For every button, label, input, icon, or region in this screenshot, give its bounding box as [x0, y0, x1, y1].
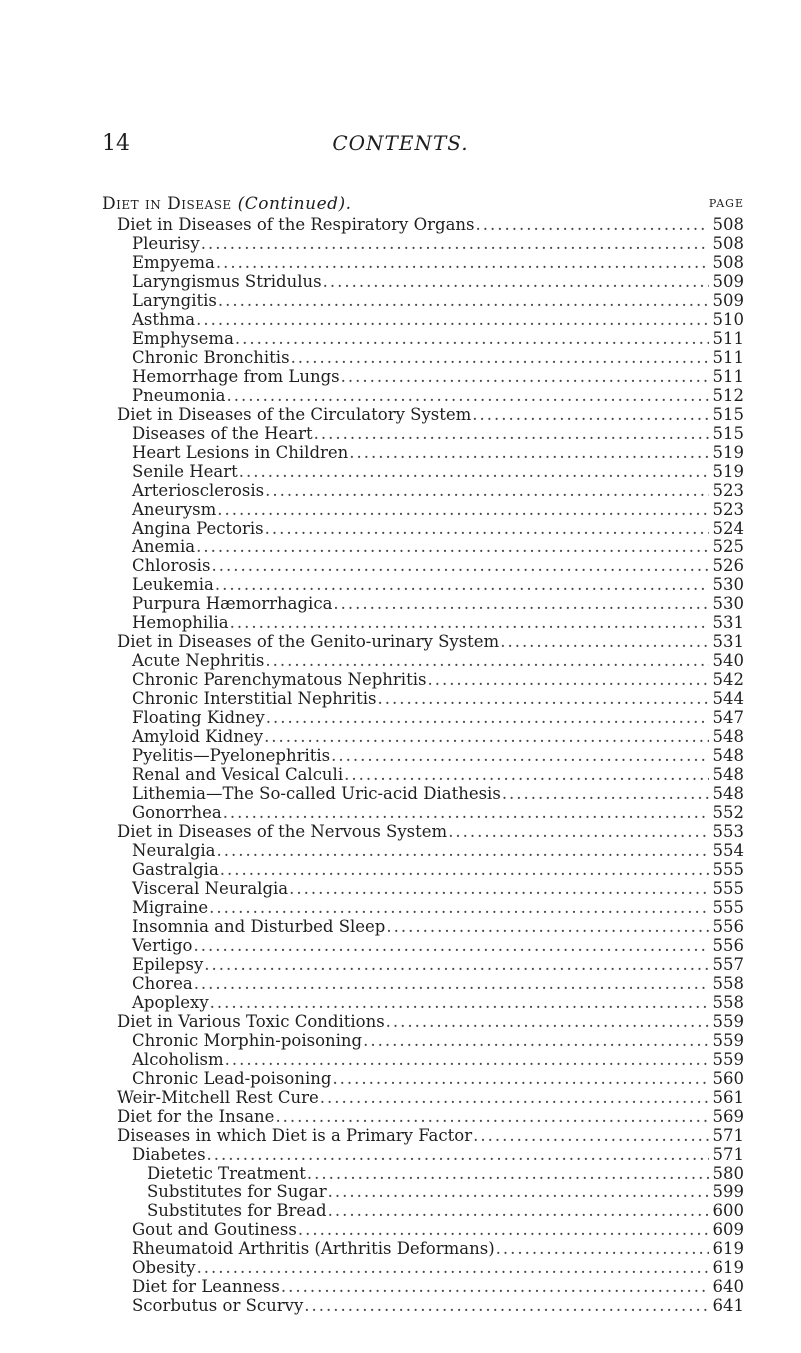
toc-entry-page: 530	[712, 575, 744, 595]
toc-entry	[132, 727, 744, 747]
toc-entry-page: 640	[712, 1277, 744, 1297]
leader-dots	[496, 1239, 709, 1259]
leader-dots	[265, 651, 708, 671]
toc-entry-label: Rheumatoid Arthritis (Arthritis Deformans)	[132, 1239, 495, 1259]
leader-dots	[307, 1164, 709, 1184]
toc-entry-label: Angina Pectoris	[132, 518, 264, 538]
toc-entry-label: Alcoholism	[132, 1049, 224, 1069]
toc-entry-page: 544	[712, 689, 744, 709]
toc-entry-page: 515	[712, 404, 744, 424]
leader-dots	[264, 727, 708, 747]
toc-entry	[132, 1277, 744, 1297]
toc-entry-label: Gout and Goutiness	[132, 1220, 297, 1240]
leader-dots	[281, 1277, 709, 1297]
toc-entry-page: 619	[712, 1239, 744, 1259]
toc-entry-page: 569	[712, 1106, 744, 1126]
leader-dots	[265, 519, 709, 539]
leader-dots	[217, 500, 708, 520]
leader-dots	[194, 974, 709, 994]
toc-entry	[132, 708, 744, 728]
toc-entry-label: Neuralgia	[132, 841, 216, 860]
toc-entry-page: 556	[712, 935, 744, 955]
toc-entry	[117, 1126, 744, 1146]
toc-entry-page: 552	[712, 803, 744, 823]
leader-dots	[212, 556, 709, 576]
leader-dots	[218, 291, 709, 311]
toc-entry	[117, 1012, 744, 1032]
toc-entry-label: Insomnia and Disturbed Sleep	[132, 916, 386, 936]
leader-dots	[216, 253, 709, 273]
toc-entry-label: Emphysema	[132, 328, 234, 348]
leader-dots	[196, 310, 708, 330]
toc-entry	[132, 955, 744, 975]
toc-entry-page: 600	[712, 1201, 744, 1221]
toc-entry-label: Leukemia	[132, 575, 214, 595]
toc-entry	[132, 784, 744, 804]
toc-entry-page: 559	[712, 1011, 744, 1031]
leader-dots	[341, 367, 709, 387]
toc-entry-page: 555	[712, 859, 744, 879]
toc-entry	[147, 1182, 744, 1202]
leader-dots	[386, 917, 708, 937]
leader-dots	[265, 481, 708, 501]
toc-entry-label: Apoplexy	[132, 992, 209, 1012]
leader-dots	[217, 841, 709, 861]
toc-entry	[132, 670, 744, 690]
toc-entry	[132, 556, 744, 576]
toc-entry-page: 609	[712, 1220, 744, 1240]
toc-entry	[132, 1050, 744, 1070]
section-title-prefix: Diet in Disease	[102, 194, 232, 214]
toc-entry	[132, 1296, 744, 1316]
toc-entry-page: 511	[712, 366, 744, 386]
toc-entry-label: Renal and Vesical Calculi	[132, 765, 344, 785]
toc-entry-label: Epilepsy	[132, 954, 204, 974]
toc-entry-label: Visceral Neuralgia	[132, 878, 289, 898]
toc-entry-label: Diet in Various Toxic Conditions	[117, 1011, 385, 1031]
toc-entry-label: Heart Lesions in Children	[132, 442, 349, 462]
toc-entry	[132, 234, 744, 254]
toc-entry-page: 561	[712, 1087, 744, 1107]
toc-entry	[132, 1220, 744, 1240]
toc-entry-label: Gonorrhea	[132, 803, 222, 823]
leader-dots	[197, 1258, 709, 1278]
toc-entry-page: 508	[712, 252, 744, 272]
leader-dots	[201, 234, 709, 254]
toc-entry-label: Senile Heart	[132, 461, 238, 481]
leader-dots	[207, 1145, 709, 1165]
toc-entry	[132, 481, 744, 501]
leader-dots	[314, 424, 709, 444]
toc-entry-label: Arteriosclerosis	[132, 480, 265, 500]
leader-dots	[320, 1088, 709, 1108]
toc-entry	[132, 765, 744, 785]
leader-dots	[209, 898, 708, 918]
toc-entry-page: 525	[712, 537, 744, 557]
toc-entry-page: 580	[712, 1163, 744, 1183]
toc-entry-label: Diet in Diseases of the Nervous System	[117, 822, 448, 842]
toc-entry-page: 523	[712, 480, 744, 500]
toc-entry-label: Substitutes for Bread	[147, 1201, 327, 1221]
toc-entry-page: 511	[712, 328, 744, 348]
toc-entry-label: Migraine	[132, 897, 209, 917]
toc-entry-label: Diseases in which Diet is a Primary Factor	[117, 1125, 473, 1145]
toc-entry	[132, 974, 744, 994]
toc-entry-label: Chorea	[132, 973, 193, 993]
toc-entry-label: Amyloid Kidney	[132, 727, 264, 747]
toc-entry	[132, 462, 744, 482]
toc-entry	[132, 613, 744, 633]
leader-dots	[266, 708, 709, 728]
toc-entry-page: 559	[712, 1049, 744, 1069]
page-column-label: PAGE	[708, 197, 744, 210]
toc-entry	[132, 424, 744, 444]
toc-entry-page: 531	[712, 632, 744, 652]
toc-entry	[132, 917, 744, 937]
toc-entry-page: 560	[712, 1068, 744, 1088]
toc-entry	[132, 689, 744, 709]
toc-entry-label: Floating Kidney	[132, 708, 265, 728]
leader-dots	[331, 746, 708, 766]
toc-entry-page: 553	[712, 822, 744, 842]
section-title-suffix: (Continued).	[237, 194, 352, 214]
toc-entry-label: Diet in Diseases of the Genito-urinary System	[117, 632, 500, 652]
toc-entry-page: 508	[712, 233, 744, 253]
toc-entry	[132, 1031, 744, 1051]
toc-entry-label: Dietetic Treatment	[147, 1163, 306, 1183]
toc-entry	[132, 860, 744, 880]
leader-dots	[363, 1031, 708, 1051]
leader-dots	[239, 462, 709, 482]
toc-entry-label: Laryngismus Stridulus	[132, 271, 322, 291]
leader-dots	[377, 689, 708, 709]
toc-entry-label: Scorbutus or Scurvy	[132, 1296, 304, 1316]
leader-dots	[220, 860, 709, 880]
toc-entry-page: 530	[712, 594, 744, 614]
leader-dots	[472, 405, 708, 425]
toc-entry-label: Chronic Bronchitis	[132, 347, 290, 367]
toc-entry-page: 548	[712, 727, 744, 747]
leader-dots	[333, 594, 708, 614]
toc-entry	[132, 803, 744, 823]
leader-dots	[349, 443, 708, 463]
toc-entry-label: Diseases of the Heart	[132, 423, 313, 443]
toc-entry-label: Aneurysm	[132, 499, 217, 519]
leader-dots	[196, 537, 708, 557]
toc-entry-page: 526	[712, 556, 744, 576]
toc-entry	[132, 1145, 744, 1165]
toc-entry-page: 555	[712, 897, 744, 917]
toc-entry	[132, 367, 744, 387]
leader-dots	[289, 879, 708, 899]
leader-dots	[230, 613, 709, 633]
toc-entry-page: 519	[712, 461, 744, 481]
page-number: 14	[102, 131, 130, 156]
toc-entry-label: Anemia	[132, 537, 196, 557]
toc-entry-page: 523	[712, 499, 744, 519]
leader-dots	[204, 955, 708, 975]
toc-entry	[132, 993, 744, 1013]
toc-entry	[132, 1258, 744, 1278]
leader-dots	[473, 1126, 708, 1146]
leader-dots	[386, 1012, 709, 1032]
toc-entry-page: 641	[712, 1296, 744, 1316]
toc-entry-page: 599	[712, 1182, 744, 1202]
toc-entry-label: Gastralgia	[132, 859, 219, 879]
toc-entry-label: Purpura Hæmorrhagica	[132, 594, 333, 614]
toc-entry	[117, 215, 744, 235]
leader-dots	[210, 993, 709, 1013]
toc-entry	[132, 1239, 744, 1259]
toc-entry-page: 509	[712, 290, 744, 310]
toc-entry-page: 508	[712, 215, 744, 234]
page-header	[0, 131, 801, 161]
toc-entry-page: 557	[712, 954, 744, 974]
leader-dots	[427, 670, 708, 690]
toc-entry	[132, 500, 744, 520]
toc-entry-page: 571	[712, 1144, 744, 1164]
toc-entry-page: 619	[712, 1258, 744, 1278]
leader-dots	[223, 803, 709, 823]
leader-dots	[304, 1296, 708, 1316]
toc-entry-page: 548	[712, 784, 744, 804]
toc-entry	[117, 1107, 744, 1127]
toc-entry-label: Chronic Interstitial Nephritis	[132, 689, 377, 709]
toc-entry-label: Diet in Diseases of the Circulatory System	[117, 404, 472, 424]
leader-dots	[328, 1201, 709, 1221]
toc-entry	[132, 575, 744, 595]
toc-entry-label: Empyema	[132, 252, 215, 272]
toc-entry	[117, 632, 744, 652]
toc-entry-label: Chlorosis	[132, 556, 211, 576]
leader-dots	[448, 822, 708, 842]
leader-dots	[235, 329, 709, 349]
toc-entry	[147, 1164, 744, 1184]
toc-entry	[132, 253, 744, 273]
leader-dots	[291, 348, 709, 368]
leader-dots	[226, 386, 708, 406]
leader-dots	[323, 272, 709, 292]
leader-dots	[476, 215, 709, 235]
toc-entry	[132, 898, 744, 918]
toc-entry-label: Chronic Morphin-poisoning	[132, 1030, 363, 1050]
leader-dots	[328, 1182, 709, 1202]
toc-entry	[132, 329, 744, 349]
toc-entry-label: Chronic Parenchymatous Nephritis	[132, 670, 427, 690]
toc-entry-page: 511	[712, 347, 744, 367]
toc-entry	[132, 519, 744, 539]
toc-entry-label: Vertigo	[132, 935, 193, 955]
toc-entry-label: Acute Nephritis	[132, 651, 265, 671]
toc-entry-page: 515	[712, 423, 744, 443]
toc-entry-label: Diet in Diseases of the Respiratory Organs	[117, 215, 475, 234]
toc-entry-page: 558	[712, 992, 744, 1012]
leader-dots	[332, 1069, 708, 1089]
toc-entry-page: 512	[712, 385, 744, 405]
toc-entry	[132, 443, 744, 463]
toc-entry	[132, 537, 744, 557]
toc-entry-page: 555	[712, 878, 744, 898]
toc-entry-label: Pyelitis—Pyelonephritis	[132, 746, 331, 766]
leader-dots	[500, 632, 708, 652]
toc-entry-label: Weir-Mitchell Rest Cure	[117, 1087, 319, 1107]
toc-entry	[132, 936, 744, 956]
toc-entry	[132, 272, 744, 292]
toc-entry-label: Obesity	[132, 1258, 196, 1278]
toc-entry-page: 558	[712, 973, 744, 993]
toc-entry-label: Pneumonia	[132, 385, 226, 405]
toc-entry-page: 524	[712, 518, 744, 538]
running-title: CONTENTS.	[332, 131, 469, 155]
toc-entry-page: 556	[712, 916, 744, 936]
toc-entry	[117, 405, 744, 425]
toc-entry-label: Hemorrhage from Lungs	[132, 366, 340, 386]
toc-entry-page: 559	[712, 1030, 744, 1050]
toc-entry-page: 509	[712, 271, 744, 291]
toc-entry	[132, 386, 744, 406]
leader-dots	[298, 1220, 709, 1240]
toc-entry-label: Pleurisy	[132, 233, 200, 253]
leader-dots	[344, 765, 708, 785]
toc-entry-page: 548	[712, 765, 744, 785]
toc-entry	[132, 1069, 744, 1089]
toc-entry-page: 554	[712, 841, 744, 860]
toc-entry-label: Diabetes	[132, 1144, 206, 1164]
toc-entry	[132, 651, 744, 671]
toc-entry-label: Asthma	[132, 309, 196, 329]
toc-entry-page: 542	[712, 670, 744, 690]
toc-entry-label: Chronic Lead-poisoning	[132, 1068, 332, 1088]
toc-entry-label: Substitutes for Sugar	[147, 1182, 327, 1202]
toc-entry	[132, 310, 744, 330]
toc-entry	[132, 879, 744, 899]
toc-entry	[132, 746, 744, 766]
toc-entry-label: Hemophilia	[132, 613, 229, 633]
leader-dots	[215, 575, 709, 595]
toc-entry-label: Diet for Leanness	[132, 1277, 280, 1297]
toc-entry-page: 571	[712, 1125, 744, 1145]
toc-entry-label: Lithemia—The So-called Uric-acid Diathesis	[132, 784, 501, 804]
toc-entry-page: 510	[712, 309, 744, 329]
toc-entry-page: 519	[712, 442, 744, 462]
toc-entry	[132, 841, 744, 861]
toc-entry-label: Laryngitis	[132, 290, 217, 310]
leader-dots	[193, 936, 708, 956]
leader-dots	[502, 784, 709, 804]
toc-entry	[132, 348, 744, 368]
toc-entry-label: Diet for the Insane	[117, 1106, 275, 1126]
toc-entry-page: 547	[712, 708, 744, 728]
leader-dots	[275, 1107, 708, 1127]
toc-entry	[147, 1201, 744, 1221]
toc-entry	[117, 1088, 744, 1108]
toc-entry	[132, 291, 744, 311]
toc-entry-page: 540	[712, 651, 744, 671]
toc-entry	[132, 594, 744, 614]
toc-entry-page: 548	[712, 746, 744, 766]
leader-dots	[225, 1050, 709, 1070]
toc-entry-page: 531	[712, 613, 744, 633]
section-title	[102, 194, 352, 214]
toc-entry	[117, 822, 744, 842]
